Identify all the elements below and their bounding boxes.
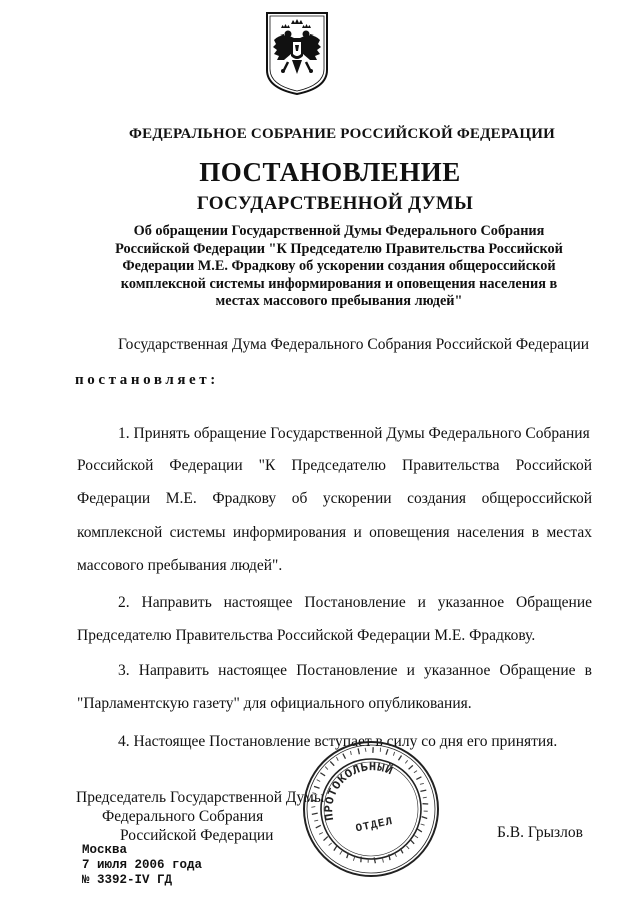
seal-inner-top-text: ПРОТОКОЛЬНЫЙ [322,760,396,822]
round-seal-icon [300,738,442,880]
item-1-line: Федерации М.Е. Фрадкову об ускорении создания общероссийской [77,490,592,507]
signatory-title-line: Федерального Собрания [102,808,264,825]
subject-line: комплексной системы информирования и оповещения населения в [120,275,558,292]
item-2-first-line: 2. Направить настоящее Постановление и указанное Обращение [118,594,592,611]
item-1-line: комплексной системы информирования и оповещения населения в местах [77,524,592,541]
item-1-last-line: массового пребывания людей". [77,557,283,574]
registration-number: № 3392-IV ГД [82,873,173,887]
document-type-title: ПОСТАНОВЛЕНИЕ [199,157,461,187]
signatory-title-line: Российской Федерации [120,827,274,844]
item-3-first-line: 3. Направить настоящее Постановление и указанное Обращение в [118,662,592,679]
subject-line: местах массового пребывания людей" [215,293,463,310]
signatory-name: Б.В. Грызлов [497,824,583,841]
subject-line: Федерации М.Е. Фрадкову об ускорении создания общероссийской [122,258,556,275]
city: Москва [82,843,128,857]
federal-assembly-heading: ФЕДЕРАЛЬНОЕ СОБРАНИЕ РОССИЙСКОЙ ФЕДЕРАЦИИ [129,126,555,142]
item-4-line: 4. Настоящее Постановление вступает в силу со дня его принятия. [118,733,558,750]
issuer-heading: ГОСУДАРСТВЕННОЙ ДУМЫ [196,193,474,214]
item-3-last-line: "Парламентскую газету" для официального опубликования. [77,695,472,712]
item-1-line: Российской Федерации "К Председателю Правительства Российской [77,457,592,474]
seal-inner-bottom-text: ОТДЕЛ [354,815,395,836]
svg-text:ПРОТОКОЛЬНЫЙ [313,754,404,822]
preamble-text: Государственная Дума Федерального Собрания Российской Федерации [118,336,590,353]
signatory-title [76,788,324,845]
document-subject [92,223,586,311]
subject-line: Об обращении Государственной Думы Федерального Собрания [133,223,545,239]
item-2-last-line: Председателю Правительства Российской Федерации М.Е. Фрадкову. [77,627,536,644]
signatory-title-line: Председатель Государственной Думы [76,789,325,806]
coat-of-arms-icon [264,10,330,96]
date: 7 июля 2006 года [82,858,203,872]
subject-line: Российской Федерации "К Председателю Правительства Российской [115,240,563,257]
item-1-first-line: 1. Принять обращение Государственной Думы Федерального Собрания [118,425,590,442]
registration-footer [82,843,202,888]
resolves-keyword: постановляет: [75,372,219,388]
